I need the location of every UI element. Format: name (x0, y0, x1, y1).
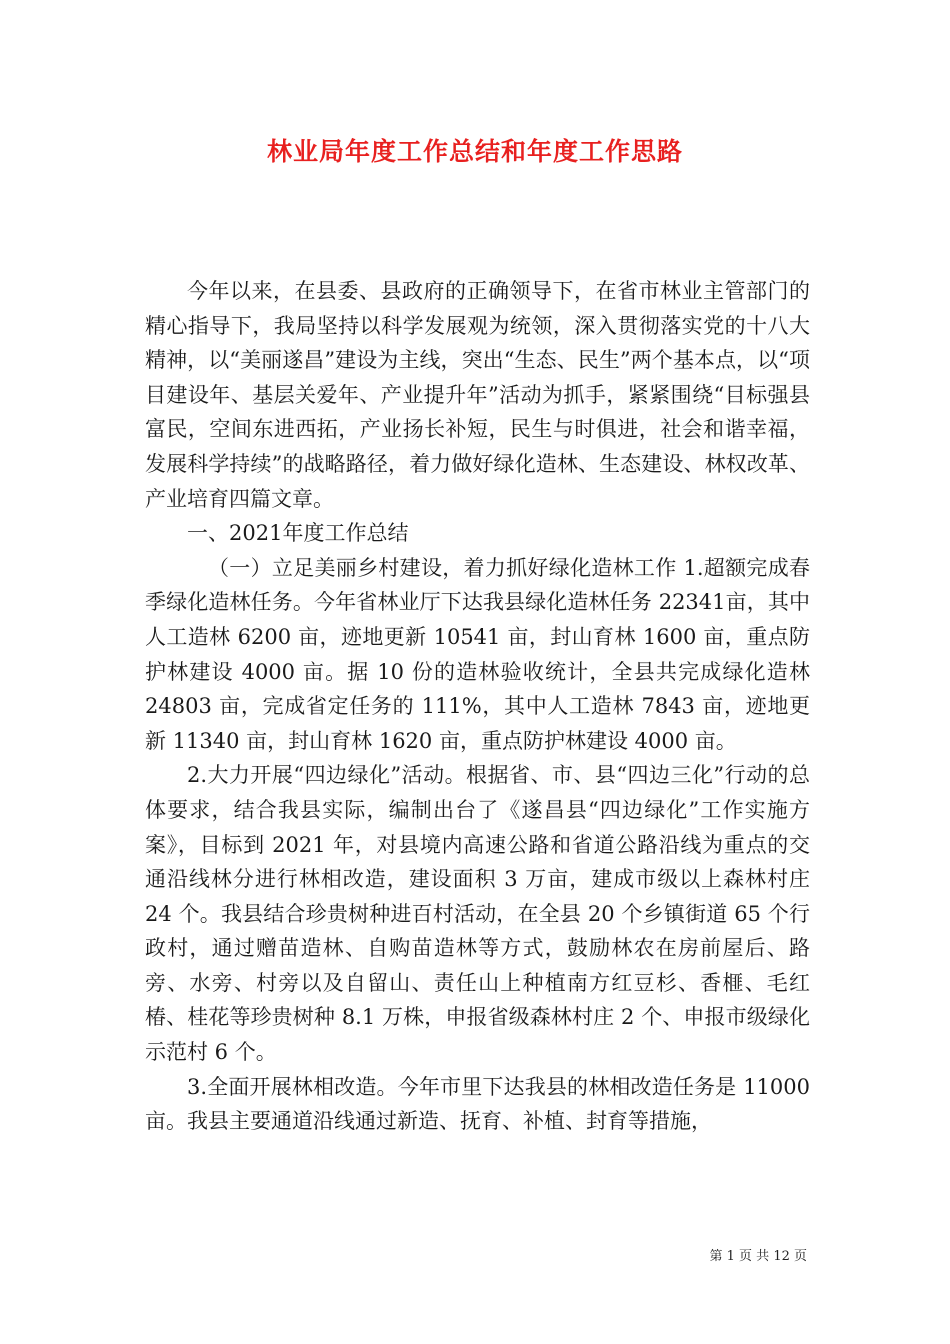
document-body (145, 274, 810, 1139)
page-number: 第 1 页 共 12 页 (709, 1249, 807, 1264)
subsection-paragraph-3: 3.全面开展林相改造。今年市里下达我县的林相改造任务是 11000 亩。我县主要通道沿线通过新造、抚育、补植、封育等措施， (145, 1074, 810, 1134)
document-title: 林业局年度工作总结和年度工作思路 (266, 137, 683, 166)
subsection-paragraph-2: 2.大力开展“四边绿化”活动。根据省、市、县“四边三化”行动的总体要求，结合我县实际，编制出台了《遂昌县“四边绿化”工作实施方案》，目标到 2021 年，对县境内高速公路和省道公路沿线为重点的交通沿线林分进行林相改造，建设面积 3 万亩，建成市级以上森林村庄 24 个。我县结合珍贵树种进百村活动，在全县 20 个乡镇街道 65 个行政村，通过赠苗造林、自购苗造林等方式，鼓励林农在房前屋后、路旁、水旁、村旁以及自留山、责任山上种植南方红豆杉、香榧、毛红椿、桂花等珍贵树种 8.1 万株，申报省级森林村庄 2 个、申报市级绿化示范村 6 个。 (145, 763, 810, 1065)
subsection-paragraph-1: （一）立足美丽乡村建设，着力抓好绿化造林工作 1.超额完成春季绿化造林任务。今年省林业厅下达我县绿化造林任务 22341亩，其中人工造林 6200 亩，迹地更新 10541 亩，封山育林 1600 亩，重点防护林建设 4000 亩。据 10 份的造林验收统计，全县共完成绿化造林 24803 亩，完成省定任务的 111%，其中人工造林 7843 亩，迹地更新 11340 亩，封山育林 1620 亩，重点防护林建设 4000 亩。 (145, 555, 810, 753)
section-heading: 一、2021年度工作总结 (187, 521, 409, 546)
intro-paragraph: 今年以来，在县委、县政府的正确领导下，在省市林业主管部门的精心指导下，我局坚持以科学发展观为统领，深入贯彻落实党的十八大精神，以“美丽遂昌”建设为主线，突出“生态、民生”两个基本点，以“项目建设年、基层关爱年、产业提升年”活动为抓手，紧紧围绕“目标强县富民，空间东进西拓，产业扬长补短，民生与时俱进，社会和谐幸福，发展科学持续”的战略路径，着力做好绿化造林、生态建设、林权改革、产业培育四篇文章。 (145, 279, 810, 511)
